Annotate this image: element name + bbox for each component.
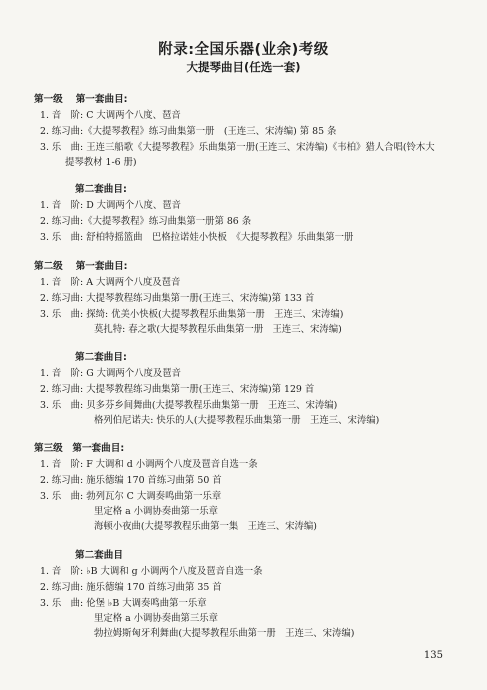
text-line: 勃拉姆斯匈牙利舞曲(大提琴教程乐曲第一册 王连三、宋涛编): [94, 628, 355, 639]
text-line: 1. 音 阶: A 大调两个八度及琶音: [40, 277, 181, 288]
text-line: 3. 乐 曲: 勃列瓦尔 C 大调奏鸣曲第一乐章: [40, 491, 222, 502]
page-number: 135: [423, 650, 443, 661]
text-line: 3. 乐 曲: 贝多芬乡间舞曲(大提琴教程乐曲集第一册 王连三、宋涛编): [40, 400, 338, 411]
text-line: 2. 练习曲: 大提琴教程练习曲集第一册(王连三、宋涛编)第 133 首: [40, 293, 315, 304]
text-line: 莫扎特: 春之歌(大提琴教程乐曲集第一册 王连三、宋涛编): [94, 324, 342, 335]
text-line: 1. 音 阶: F 大调和 d 小调两个八度及琶音自选一条: [40, 459, 258, 470]
page-subtitle: 大提琴曲目(任选一套): [186, 60, 301, 74]
text-line: 3. 乐 曲: 舒柏特摇篮曲 巴格拉诺娃小快板 《大提琴教程》乐曲集第一册: [40, 232, 354, 243]
text-line: 2. 练习曲: 大提琴教程练习曲集第一册(王连三、宋涛编)第 129 首: [40, 384, 315, 395]
text-line: 2. 练习曲:《大提琴教程》练习曲集第一册第 86 条: [40, 216, 252, 227]
section-heading: 第二套曲目:: [75, 352, 127, 363]
text-line: 3. 乐 曲: 探绮: 优美小快板(大提琴教程乐曲集第一册 王连三、宋涛编): [40, 309, 344, 320]
section-heading: 第一级 第一套曲目:: [34, 94, 128, 105]
text-line: 2. 练习曲: 施乐德编 170 首练习曲第 50 首: [40, 475, 222, 486]
section-heading: 第二级 第一套曲目:: [34, 261, 128, 272]
text-line: 3. 乐 曲: 王连三船歌《大提琴教程》乐曲集第一册(王连三、宋涛编)《韦柏》猎人合唱(铃木大: [40, 142, 435, 153]
text-line: 1. 音 阶: ♭B 大调和 g 小调两个八度及琶音自选一条: [40, 566, 263, 577]
text-line: 2. 练习曲:《大提琴教程》练习曲集第一册 (王连三、宋涛编) 第 85 条: [40, 126, 337, 137]
text-line: 里定格 a 小调协奏曲第一乐章: [94, 506, 219, 517]
text-line: 3. 乐 曲: 伦堡 ♭B 大调奏鸣曲第一乐章: [40, 598, 207, 609]
section-heading: 第二套曲目: [75, 550, 123, 561]
section-heading: 第二套曲目:: [75, 184, 127, 195]
text-line: 1. 音 阶: D 大调两个八度、琶音: [40, 200, 182, 211]
text-line: 提琴教材 1-6 册): [65, 157, 137, 168]
text-line: 1. 音 阶: C 大调两个八度、琶音: [40, 110, 181, 121]
section-heading: 第三级 第一套曲目:: [34, 443, 125, 454]
text-line: 格列伯尼诺夫: 快乐的人(大提琴教程乐曲集第一册 王连三、宋涛编): [94, 415, 380, 426]
text-line: 海顿小夜曲(大提琴教程乐曲第一集 王连三、宋涛编): [94, 521, 317, 532]
text-line: 2. 练习曲: 施乐德编 170 首练习曲第 35 首: [40, 582, 222, 593]
text-line: 1. 音 阶: G 大调两个八度及琶音: [40, 368, 182, 379]
text-line: 里定格 a 小调协奏曲第三乐章: [94, 613, 219, 624]
page-title: 附录:全国乐器(业余)考级: [158, 42, 329, 58]
